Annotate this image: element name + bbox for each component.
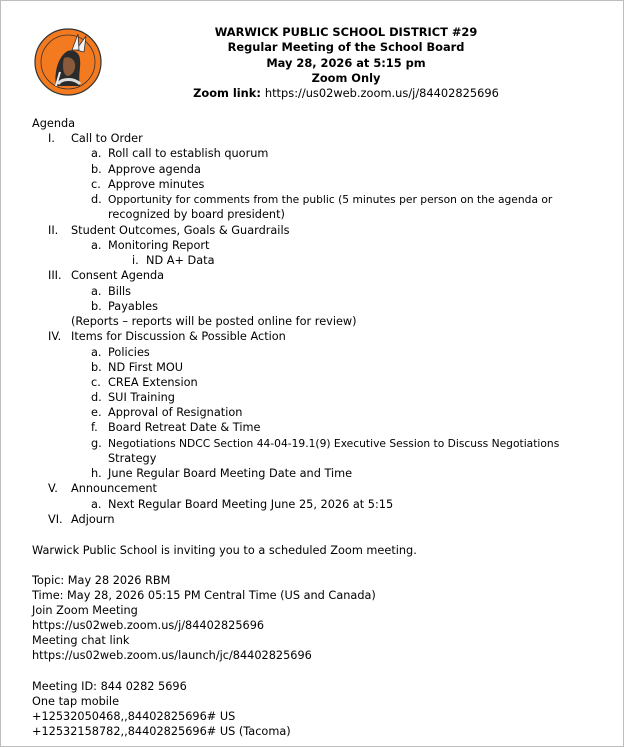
consent-note: (Reports – reports will be posted online for review): [71, 315, 357, 328]
item-letter: c.: [91, 376, 101, 389]
item-letter: f.: [91, 421, 98, 434]
item-letter: a.: [91, 285, 102, 298]
agenda-item: Approve agenda: [108, 163, 201, 176]
phone-number[interactable]: +12532050468,,84402825696# US: [32, 710, 236, 723]
agenda-item: Payables: [108, 300, 158, 313]
agenda-title: Agenda: [32, 117, 76, 130]
section-numeral: V.: [48, 482, 58, 495]
item-letter: d.: [91, 391, 102, 404]
document-header: [101, 25, 591, 101]
zoom-link-url[interactable]: https://us02web.zoom.us/j/84402825696: [264, 86, 499, 101]
chat-link-label: Meeting chat link: [32, 634, 130, 647]
item-letter: c.: [91, 178, 101, 191]
section-title-call-to-order: Call to Order: [71, 132, 143, 145]
section-title-announcement: Announcement: [71, 482, 157, 495]
meeting-mode: Zoom Only: [311, 70, 381, 85]
meeting-date: May 28, 2026 at 5:15 pm: [266, 55, 426, 70]
phone-number[interactable]: +12532158782,,84402825696# US (Tacoma): [32, 725, 291, 738]
chat-link-url[interactable]: https://us02web.zoom.us/launch/jc/84402825696: [32, 649, 312, 662]
item-letter: h.: [91, 467, 102, 480]
zoom-link-line: [101, 86, 591, 101]
item-letter: a.: [91, 498, 102, 511]
meeting-title: Regular Meeting of the School Board: [227, 40, 465, 55]
item-letter: b.: [91, 300, 102, 313]
section-title-student-outcomes: Student Outcomes, Goals & Guardrails: [71, 224, 290, 237]
meeting-id: Meeting ID: 844 0282 5696: [32, 680, 187, 693]
agenda-item: Approve minutes: [108, 178, 205, 191]
zoom-topic: Topic: May 28 2026 RBM: [32, 574, 171, 587]
item-letter: b.: [91, 163, 102, 176]
agenda-item: Roll call to establish quorum: [108, 147, 269, 160]
agenda-item: ND First MOU: [108, 361, 184, 374]
agenda-item: Opportunity for comments from the public (5 minutes per person on the agenda or: [108, 193, 553, 206]
section-title-discussion: Items for Discussion & Possible Action: [71, 330, 286, 343]
item-letter: a.: [91, 239, 102, 252]
agenda-item: Negotiations NDCC Section 44-04-19.1(9) Executive Session to Discuss Negotiations: [108, 437, 560, 450]
join-zoom-url[interactable]: https://us02web.zoom.us/j/84402825696: [32, 619, 265, 632]
item-letter: g.: [91, 437, 102, 450]
item-letter: d.: [91, 193, 102, 206]
agenda-item: Board Retreat Date & Time: [108, 421, 261, 434]
agenda-item: June Regular Board Meeting Date and Time: [108, 467, 353, 480]
agenda-item: Monitoring Report: [108, 239, 210, 252]
agenda-item: Policies: [108, 346, 150, 359]
agenda-item-continued: recognized by board president): [108, 208, 285, 221]
item-letter: b.: [91, 361, 102, 374]
agenda-subitem: ND A+ Data: [146, 254, 215, 267]
section-numeral: II.: [48, 224, 59, 237]
zoom-link-label: Zoom link:: [193, 86, 261, 101]
agenda-item: SUI Training: [108, 391, 175, 404]
agenda-item: Approval of Resignation: [108, 406, 243, 419]
agenda-item: Next Regular Board Meeting June 25, 2026 at 5:15: [108, 498, 394, 511]
item-letter: a.: [91, 147, 102, 160]
one-tap-label: One tap mobile: [32, 695, 120, 708]
district-title: WARWICK PUBLIC SCHOOL DISTRICT #29: [214, 25, 478, 39]
zoom-time: Time: May 28, 2026 05:15 PM Central Time (US and Canada): [32, 589, 376, 602]
section-title-consent-agenda: Consent Agenda: [71, 269, 165, 282]
agenda-item-continued: Strategy: [108, 452, 157, 465]
section-numeral: VI.: [48, 513, 63, 526]
section-numeral: I.: [48, 132, 55, 145]
section-numeral: IV.: [48, 330, 62, 343]
agenda-item: CREA Extension: [108, 376, 198, 389]
school-logo-icon: [34, 28, 102, 96]
item-letter: e.: [91, 406, 102, 419]
section-numeral: III.: [48, 269, 62, 282]
zoom-invite: Warwick Public School is inviting you to a scheduled Zoom meeting.: [32, 544, 417, 557]
item-letter: a.: [91, 346, 102, 359]
section-title-adjourn: Adjourn: [71, 513, 115, 526]
subitem-numeral: i.: [132, 254, 139, 267]
agenda-item: Bills: [108, 285, 132, 298]
join-zoom-label: Join Zoom Meeting: [32, 604, 138, 617]
